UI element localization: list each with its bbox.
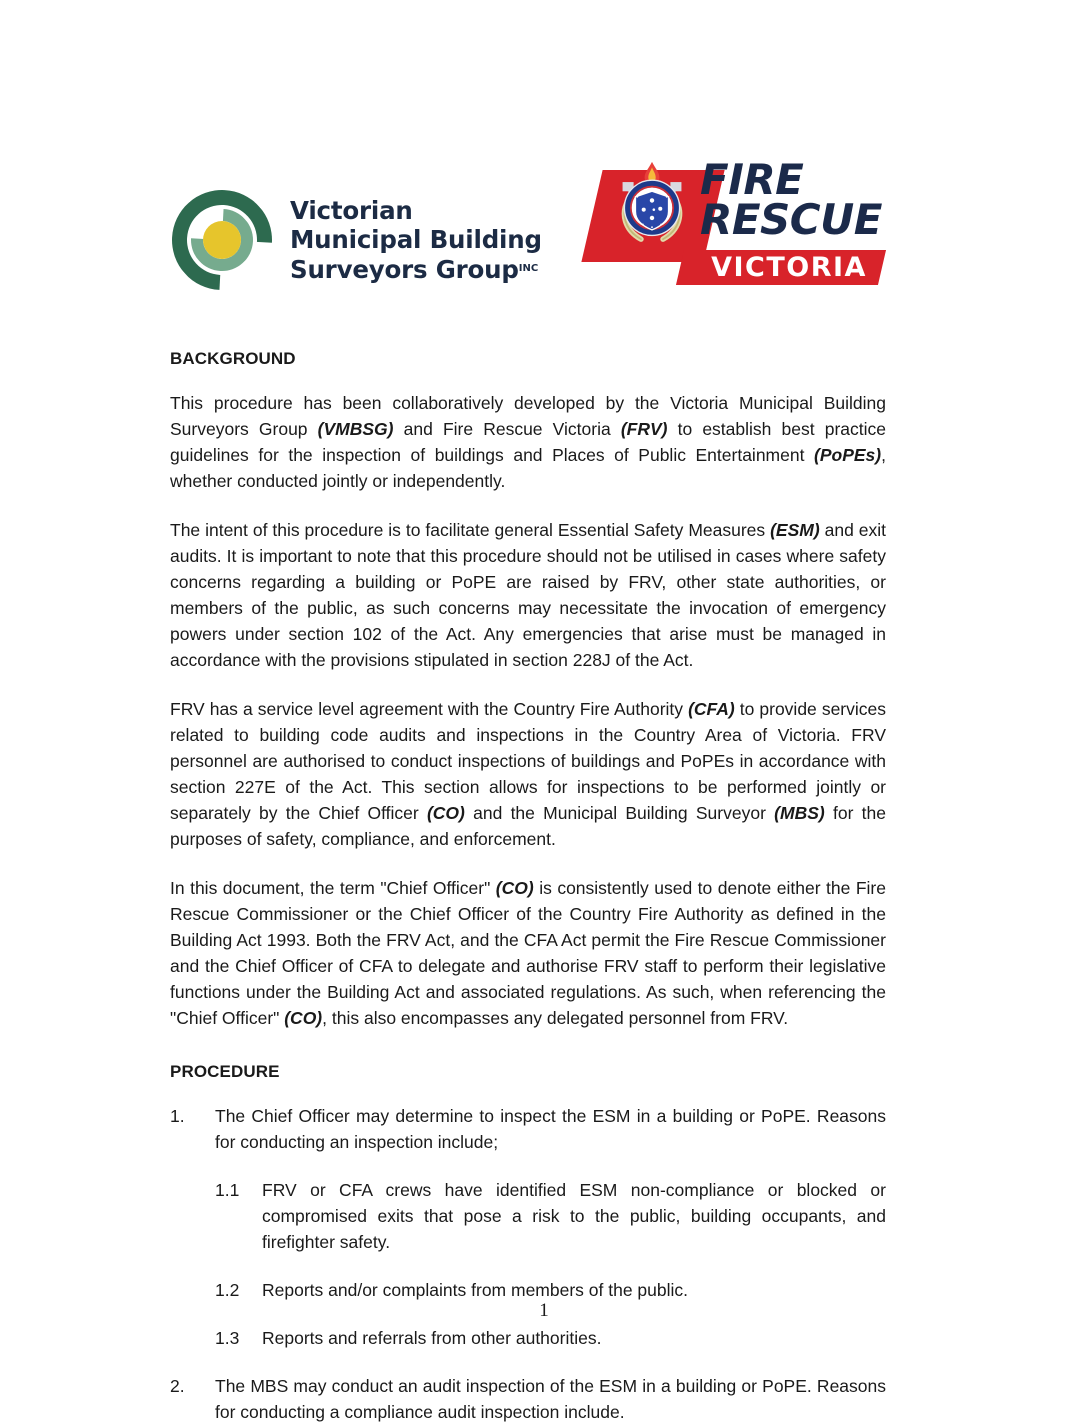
p2-abbr-esm: (ESM) xyxy=(770,520,820,540)
page-number: 1 xyxy=(539,1300,549,1321)
vmbsg-line-1: Victorian xyxy=(290,195,413,225)
p4-seg1: In this document, the term "Chief Officer" xyxy=(170,878,496,898)
procedure-list xyxy=(170,1103,886,1425)
paragraph-3 xyxy=(170,696,886,852)
frv-line-rescue: RESCUE xyxy=(700,195,882,245)
frv-victoria-label: VICTORIA xyxy=(711,252,867,283)
p3-seg1: FRV has a service level agreement with the Country Fire Authority xyxy=(170,699,689,719)
p3-abbr-cfa: (CFA) xyxy=(688,699,735,719)
p3-seg3: and the Municipal Building Surveyor xyxy=(464,803,775,823)
list-item xyxy=(215,1325,886,1351)
p1-seg2: and Fire Rescue Victoria xyxy=(393,419,621,439)
logo-header xyxy=(0,140,1088,305)
p3-seg2: to provide services related to building code audits and inspections in the Country Area of Victoria. FRV personnel are authorised to conduct inspections of buildings and PoPEs in accordance with section 227E of the Act. This section allows for inspections to be performed jointly or separately by the Chief Officer xyxy=(170,699,886,823)
paragraph-4 xyxy=(170,875,886,1031)
p1-abbr-frv: (FRV) xyxy=(620,419,668,439)
vmbsg-inc-suffix: INC xyxy=(518,262,539,274)
vmbsg-line-3-text: Surveyors Group xyxy=(290,254,519,284)
list-item xyxy=(215,1177,886,1255)
heading-procedure: PROCEDURE xyxy=(170,1062,280,1081)
p1-seg1: This procedure has been collaboratively developed by the Victoria Municipal Building Surveyors Group xyxy=(170,393,886,439)
p3-seg4: for the purposes of safety, compliance, and enforcement. xyxy=(170,803,886,849)
document-body xyxy=(170,348,886,1425)
p1-seg3: to establish best practice guidelines for the inspection of buildings and Places of Public Entertainment xyxy=(170,419,886,465)
vmbsg-logo xyxy=(170,188,542,292)
p4-abbr-co-1: (CO) xyxy=(495,878,534,898)
paragraph-2 xyxy=(170,517,886,673)
vmbsg-center-dot xyxy=(203,221,241,259)
vmbsg-wordmark xyxy=(290,196,542,284)
list-item-text: The MBS may conduct an audit inspection of the ESM in a building or PoPE. Reasons for conducting a compliance audit inspection include. xyxy=(215,1376,886,1422)
vmbsg-line-2: Municipal Building xyxy=(290,225,542,255)
frv-wordmark xyxy=(700,155,882,245)
procedure-sublist xyxy=(215,1177,886,1351)
sub-item-marker: 1.1 xyxy=(215,1180,240,1200)
vmbsg-line-3 xyxy=(290,255,542,284)
list-item-marker: 1. xyxy=(170,1106,185,1126)
frv-line-fire: FIRE xyxy=(700,155,804,204)
p3-abbr-co: (CO) xyxy=(426,803,465,823)
sub-item-text: FRV or CFA crews have identified ESM non-compliance or blocked or compromised exits that pose a risk to the public, building occupants, and firefighter safety. xyxy=(262,1180,886,1252)
sub-item-text: Reports and/or complaints from members of the public. xyxy=(262,1280,689,1300)
p3-abbr-mbs: (MBS) xyxy=(774,803,825,823)
list-item-text: The Chief Officer may determine to inspect the ESM in a building or PoPE. Reasons for conducting an inspection include; xyxy=(215,1106,886,1152)
sub-item-text: Reports and referrals from other authorities. xyxy=(262,1328,602,1348)
p2-seg1: The intent of this procedure is to facilitate general Essential Safety Measures xyxy=(170,520,771,540)
sub-item-marker: 1.3 xyxy=(215,1328,240,1348)
list-item xyxy=(170,1103,886,1155)
p1-abbr-vmbsg: (VMBSG) xyxy=(317,419,394,439)
p4-seg3: , this also encompasses any delegated personnel from FRV. xyxy=(322,1008,789,1028)
list-item xyxy=(170,1373,886,1425)
p1-abbr-popes: (PoPEs) xyxy=(814,445,882,465)
heading-background: BACKGROUND xyxy=(170,349,296,368)
list-item-marker: 2. xyxy=(170,1376,185,1396)
p1-seg4: , whether conducted jointly or independently. xyxy=(170,445,886,491)
paragraph-1 xyxy=(170,390,886,494)
sub-item-marker: 1.2 xyxy=(215,1280,240,1300)
p2-seg2: and exit audits. It is important to note that this procedure should not be utilised in cases where safety concerns regarding a building or PoPE are raised by FRV, other state authorities, or members of the public, as such concerns may necessitate the invocation of emergency powers under section 102 of the Act. Any emergencies that arise must be managed in accordance with the provisions stipulated in section 228J of the Act. xyxy=(170,520,886,670)
p4-abbr-co-2: (CO) xyxy=(284,1008,323,1028)
p4-seg2: is consistently used to denote either the Fire Rescue Commissioner or the Chief Officer of the Country Fire Authority as defined in the Building Act 1993. Both the FRV Act, and the CFA Act permit the Fire Rescue Commissioner and the Chief Officer of CFA to delegate and authorise FRV staff to perform their legislative functions under the Building Act and associated regulations. As such, when referencing the "Chief Officer" xyxy=(170,878,886,1028)
frv-logo xyxy=(592,152,882,287)
vmbsg-spiral-icon xyxy=(170,188,274,292)
frv-crest-icon xyxy=(606,160,698,252)
